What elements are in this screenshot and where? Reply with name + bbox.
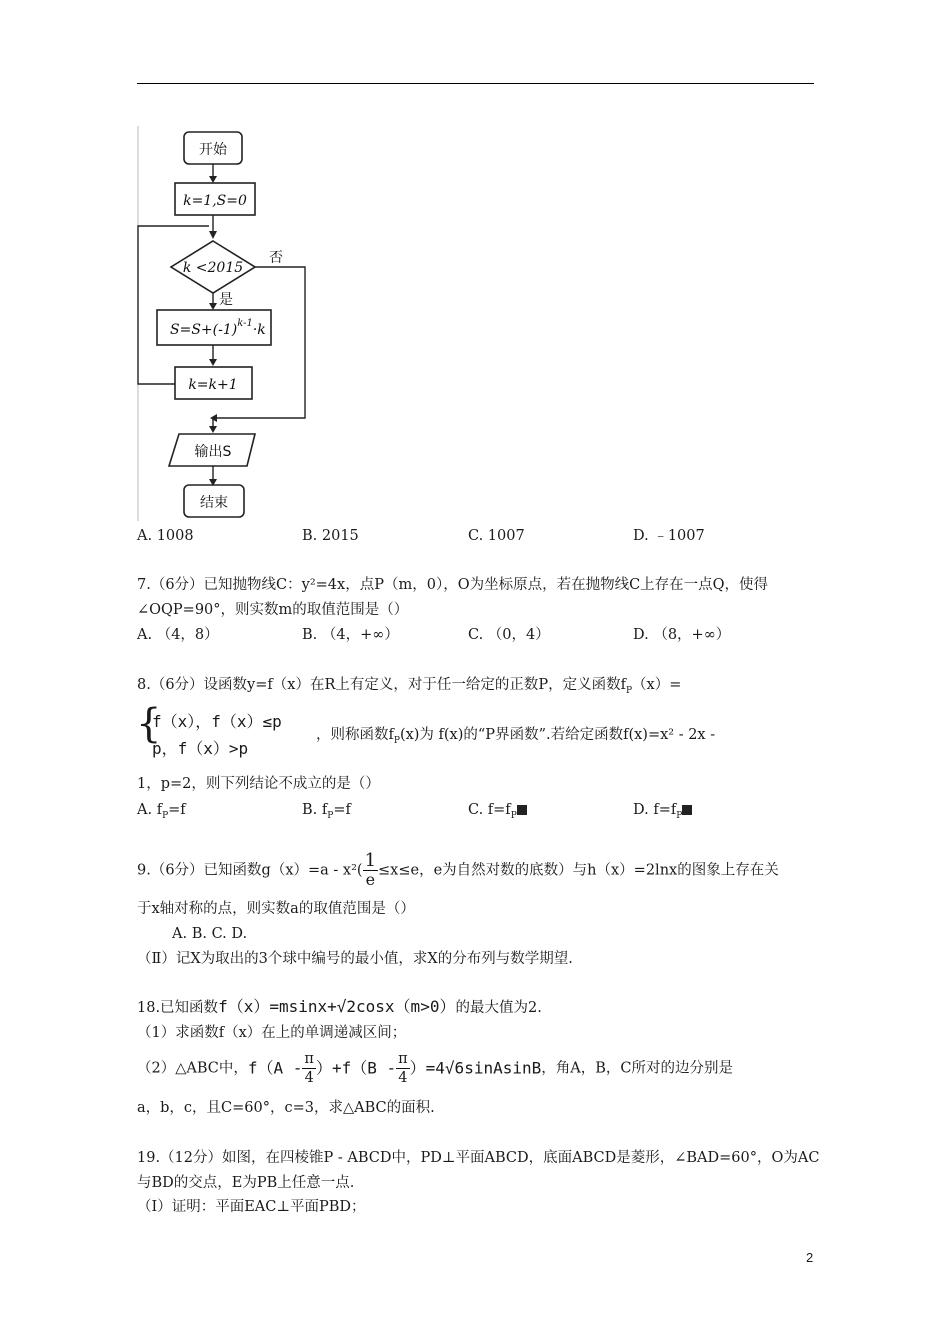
start-label: 开始: [199, 142, 227, 158]
q8-option-d: D. $f=f_P$: [633, 800, 692, 826]
q7-line1: 7.（6分）已知抛物线C：y²=4x，点P（m，0），O为坐标原点，若在抛物线C上存在一点Q，使得: [137, 577, 769, 593]
page-number: 2: [806, 1250, 814, 1265]
header-rule: [137, 83, 814, 84]
q18-part1: （1）求函数f（x）在上的单调递减区间；: [137, 1025, 407, 1041]
q19-line3: （I）证明：平面EAC⊥平面PBD；: [137, 1199, 366, 1215]
q7-option-a: A. （4，8）: [137, 627, 219, 643]
q8-line1: 8.（6分）设函数y=f（x）在R上有定义，对于任一给定的正数P，定义函数$f_P(x)=$: [137, 677, 682, 696]
missing-image-icon: [682, 805, 692, 815]
fraction-1-over-e: $\frac{1}{e}$: [364, 850, 377, 889]
fraction-pi-over-4: $\frac{\pi}{4}$: [398, 1051, 408, 1086]
q6-option-a: A. 1008: [137, 528, 194, 544]
q8-line2: ，则称函数$f_P(x)$为 f(x)的“P界函数”.若给定函数f(x)=x² - 2x -: [316, 727, 716, 746]
q8-piece1: f（x），f（x）≤p: [152, 712, 282, 731]
q18-line1: 18.已知函数f（x）=msinx+√2cosx（m>0）的最大值为2.: [137, 997, 542, 1016]
q7-line2: ∠OQP=90°，则实数m的取值范围是（）: [137, 602, 409, 618]
missing-image-icon: [517, 805, 527, 815]
q9-line2: 于x轴对称的点，则实数a的取值范围是（）: [137, 901, 415, 917]
q7-option-d: D. （8，+∞）: [633, 627, 731, 643]
q6-option-c: C. 1007: [468, 528, 525, 544]
q8-line3: 1，p=2，则下列结论不成立的是（）: [137, 776, 380, 792]
q8-option-c: C. $f=f_P$: [468, 800, 527, 826]
q7-option-c: C. （0，4）: [468, 627, 550, 643]
q6-option-d: D. ﹣1007: [633, 528, 705, 544]
end-label: 结束: [200, 495, 228, 511]
q8-option-b: B. $f_P=f$: [302, 802, 351, 821]
fraction-pi-over-4: $\frac{\pi}{4}$: [304, 1051, 314, 1086]
q8-piece2: p，f（x）>p: [152, 739, 249, 758]
no-branch-line: [215, 267, 305, 418]
condition-label: k <2015: [182, 260, 244, 276]
q18-part2-cont: a，b，c，且C=60°，c=3，求△ABC的面积.: [137, 1100, 435, 1116]
q17-part2: （Ⅱ）记X为取出的3个球中编号的最小值，求X的分布列与数学期望.: [137, 951, 573, 967]
no-label: 否: [269, 250, 283, 266]
q18-part2: （2）△ABC中，f（A - $\frac{\pi}{4}$ ）+f（B - $\frac{\pi}{4}$ ）=4√6sinAsinB，角A，B，C所对的边分别是: [137, 1051, 733, 1086]
q19-line2: 与BD的交点，E为PB上任意一点.: [137, 1175, 355, 1191]
q7-option-b: B. （4，+∞）: [302, 627, 399, 643]
flowchart: [137, 126, 317, 521]
output-label: 输出S: [194, 444, 232, 460]
update-k-label: k=k+1: [188, 377, 238, 393]
yes-label: 是: [219, 292, 233, 308]
q9-line1: 9.（6分）已知函数g（x）=a - x²( $\frac{1}{e}$ ≤x≤e，e为自然对数的底数）与h（x）=2lnx的图象上存在关: [137, 850, 779, 889]
q8-option-a: A. $f_P=f$: [137, 802, 186, 821]
update-s-label: $S=S+(-1)^{k-1}\cdot k$: [170, 318, 266, 338]
q9-options: A. B. C. D.: [172, 926, 248, 942]
piecewise-brace: {: [136, 701, 162, 747]
q19-line1: 19.（12分）如图，在四棱锥P - ABCD中，PD⊥平面ABCD，底面ABCD是菱形，∠BAD=60°，O为AC: [137, 1150, 820, 1166]
init-label: k=1,S=0: [183, 193, 247, 209]
q6-option-b: B. 2015: [302, 528, 359, 544]
